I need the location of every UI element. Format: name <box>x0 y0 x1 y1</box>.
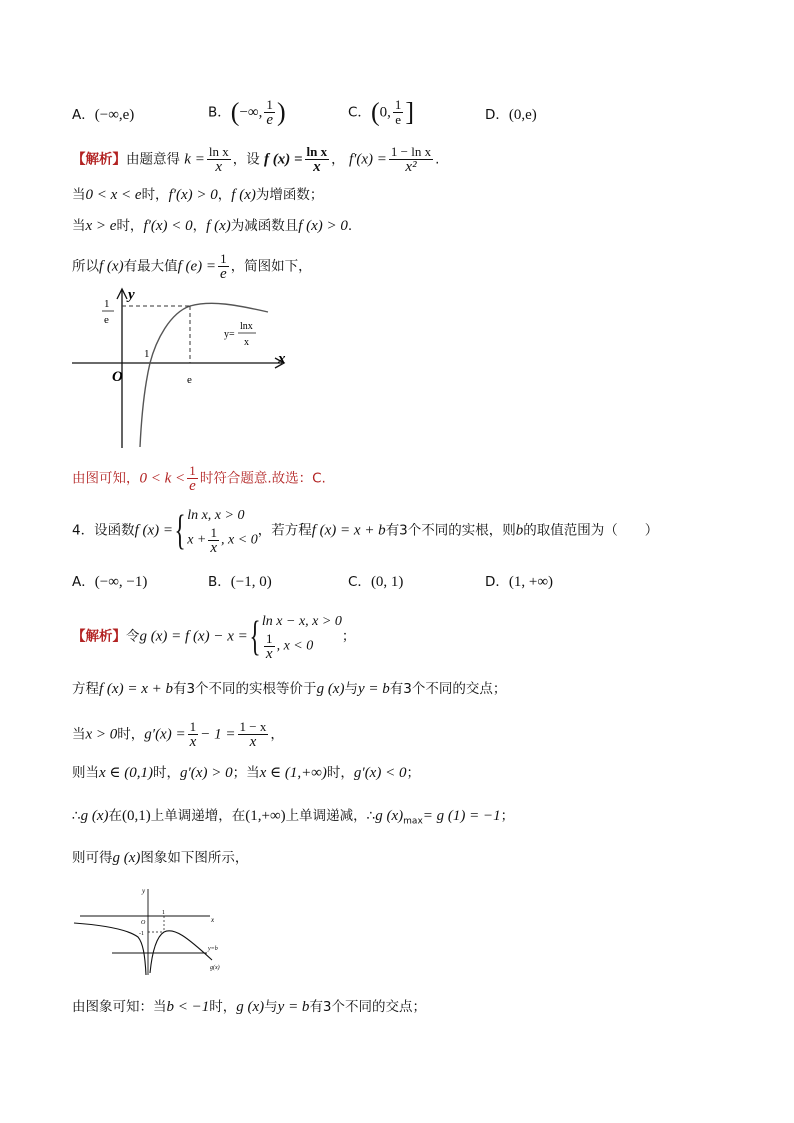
curve-right-branch <box>150 931 212 973</box>
q3-option-b: B．(−∞, $\frac{1}{e}$ ) <box>208 97 286 128</box>
q4-analysis-line-2: 方程f (x) = x + b有3个不同的实根等价于g (x)与y = b有3个不同的交点； <box>72 681 507 697</box>
q4-option-a: A．(−∞, −1) <box>72 574 148 590</box>
max-value-num: 1 <box>104 298 110 310</box>
origin-label: O <box>112 369 123 385</box>
curve-label-den: x <box>244 337 249 348</box>
q3-analysis-line-4: 所以f (x)有最大值f (e) = $\frac{1}{e}$ ，简图如下， <box>72 251 312 282</box>
q4-analysis-line-6: 则可得g (x)图象如下图所示， <box>72 850 249 866</box>
e-label: e <box>187 374 192 386</box>
q4-stem: 4．设函数f (x) ={ ln x, x > 0 x + $\frac{1}{x}$ , x < 0 ，若方程f (x) = x + b有3个不同的实根，则b的取值范围为（ ） <box>72 507 659 556</box>
g-x-label: g(x) <box>210 965 220 971</box>
minus-one-label: -1 <box>139 931 144 937</box>
q3-option-c: C．(0, $\frac{1}{e}$ ] <box>348 97 415 127</box>
q4-analysis-line-5: ∴g (x)在(0,1)上单调递增，在(1,+∞)上单调递减，∴g $(x)_{max}= g$ (1) = −1； <box>72 808 515 827</box>
curve-left-branch <box>74 923 146 975</box>
y-equals-b-label: y=b <box>208 946 218 952</box>
graph-g-x <box>72 885 224 977</box>
q4-analysis-line-1: 【解析】令g (x) = f (x) − x ={ ln x − x, x > 0 $\frac{1}{x}$ , x < 0 ； <box>72 613 356 662</box>
q4-option-b: B．(−1, 0) <box>208 574 272 590</box>
q3-analysis-line-1: 【解析】由题意得 k = $\frac{\text{ln x}}{x}$ ，设 f (x) = $\frac{\text{ln x}}{x}$ ， f′(x) = $\frac{\text{1 − ln x}}{\text{x²}}$ . <box>72 144 440 175</box>
x-axis-label: x <box>211 916 215 924</box>
q4-analysis-line-3: 当x > 0时，g′(x) = $\frac{1}{x}$ − 1 = $\frac{1 - x}{x}$ ， <box>72 719 284 750</box>
q3-option-a: A．(−∞,e) <box>72 107 135 123</box>
one-label: 1 <box>162 910 165 916</box>
q3-option-d: D．(0,e) <box>485 107 537 123</box>
y-axis-label: y <box>142 887 146 895</box>
q4-option-d: D．(1, +∞) <box>485 574 554 590</box>
q3-analysis-line-2: 当0 < x < e时，f′(x) > 0，f (x)为增函数； <box>72 187 324 203</box>
q3-conclusion: 由图可知，0 < k < $\frac{1}{e}$ 时符合题意.故选：C. <box>72 463 326 494</box>
max-value-den: e <box>104 314 109 326</box>
y-axis-label: y <box>128 287 135 303</box>
q4-analysis-line-7: 由图象可知：当b < −1时，g (x)与y = b有3个不同的交点； <box>72 999 427 1015</box>
q3-analysis-line-3: 当x > e时，f′(x) < 0，f (x)为减函数且f (x) > 0. <box>72 218 353 234</box>
q4-analysis-line-4: 则当x ∈ (0,1)时，g′(x) > 0；当x ∈ (1,+∞)时，g′(x) < 0； <box>72 765 420 781</box>
curve-label-y: y= <box>224 329 235 340</box>
curve-label-num: lnx <box>240 321 253 332</box>
x-axis-label: x <box>278 351 286 367</box>
root-one-label: 1 <box>144 348 150 360</box>
origin-label: O <box>141 920 146 926</box>
q4-option-c: C．(0, 1) <box>348 574 404 590</box>
graph-ln-x-over-x <box>72 285 294 450</box>
